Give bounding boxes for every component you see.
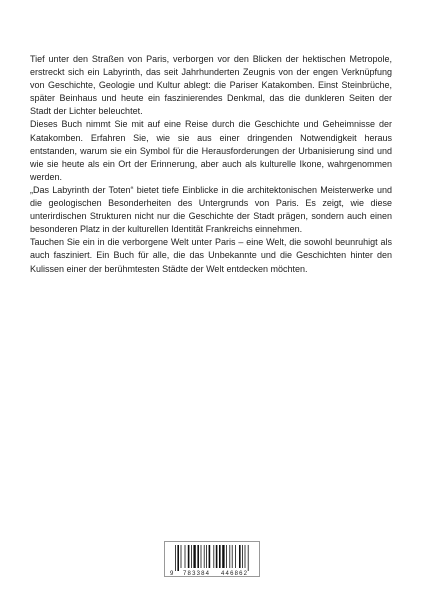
barcode-graphic <box>165 542 261 578</box>
barcode-digit-first: 9 <box>170 571 174 577</box>
barcode-bar <box>193 545 195 568</box>
barcode-digits-right: 446862 <box>221 571 247 577</box>
blurb-paragraph-3: „Das Labyrinth der Toten“ bietet tiefe Einblicke in die architektonischen Meisterwerke und die geologischen Besonderheiten des Untergrunds von Paris. Es zeigt, wie diese unterirdischen Strukturen nicht nur die Geschichte der Stadt prägen, sondern auch einen besonderen Platz in der kulturellen Identität Frankreichs einnehmen. <box>30 184 392 235</box>
barcode-digits-left: 783384 <box>183 571 209 577</box>
barcode-bar <box>219 545 221 568</box>
barcode-bar <box>235 545 236 568</box>
barcode-bar <box>177 545 179 571</box>
blurb-paragraph-2: Dieses Buch nimmt Sie mit auf eine Reise durch die Geschichte und Geheimnisse der Katakomben. Erfahren Sie, wie sie aus einer dringenden Notwendigkeit heraus entstanden, warum sie ein Symbol für die Herausforderungen der Urbanisierung sind und wie sie heute als ein Ort der Erinnerung, aber auch als kulturelle Ikone, wahrgenommen werden. <box>30 119 392 182</box>
barcode-bar <box>245 545 246 568</box>
blurb-paragraph-4: Tauchen Sie ein in die verborgene Welt unter Paris – eine Welt, die sowohl beunruhigt als auch fasziniert. Ein Buch für alle, die das Unbekannte und die Geschichten hinter den Kulissen einer der berühmtesten Städte der Welt entdecken möchten. <box>30 237 392 274</box>
barcode-bar <box>206 545 207 568</box>
barcode-bar <box>226 545 227 568</box>
barcode-bar <box>239 545 241 568</box>
barcode-bar <box>185 545 186 568</box>
blurb-text <box>30 53 392 276</box>
barcode-bar <box>229 545 230 568</box>
barcode-bar <box>175 545 176 571</box>
barcode-bar <box>181 545 182 568</box>
barcode-bar <box>188 545 190 568</box>
blurb-paragraph-1: Tief unter den Straßen von Paris, verborgen vor den Blicken der hektischen Metropole, erstreckt sich ein Labyrinth, das seit Jahrhunderten Zeugnis von der engen Verknüpfung von Geschichte, Geologie und Kultur ablegt: die Pariser Katakomben. Einst Steinbrüche, später Beinhaus und heute ein faszinierendes Denkmal, das die dunkleren Seiten der Stadt der Lichter beleuchtet. <box>30 54 392 117</box>
isbn-barcode <box>164 541 260 577</box>
barcode-bar <box>204 545 205 568</box>
barcode-bar <box>213 545 214 568</box>
barcode-bar <box>191 545 192 568</box>
barcode-bar <box>232 545 233 568</box>
barcode-bar <box>222 545 224 568</box>
barcode-bar <box>201 545 202 568</box>
barcode-bar <box>216 545 218 568</box>
barcode-bar <box>197 545 199 568</box>
barcode-bar <box>209 545 211 568</box>
barcode-bar <box>248 545 249 571</box>
barcode-bar <box>242 545 243 568</box>
